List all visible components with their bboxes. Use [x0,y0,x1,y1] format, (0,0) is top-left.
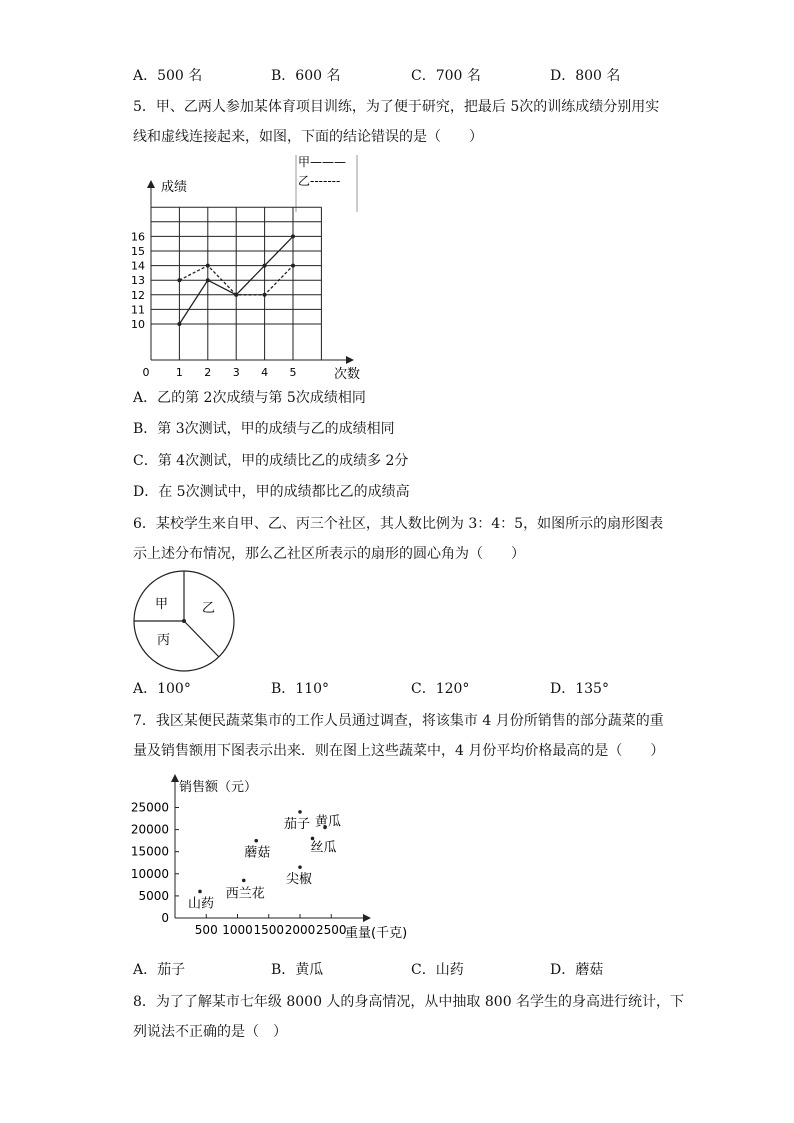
q6-option-b: B．110° [271,681,330,697]
q5-stem-line2: 线和虚线连接起来，如图，下面的结论错误的是（ ） [133,129,483,145]
chart2-point [242,879,246,883]
chart2-point-label: 黄瓜 [315,814,342,830]
chart1-x-tick: 5 [289,366,297,379]
q6-stem-line1: 6．某校学生来自甲、乙、丙三个社区，其人数比例为 3：4：5，如图所示的扇形图表 [133,516,664,532]
chart1-point [206,278,210,282]
pie-divider-lower-right [184,621,219,657]
chart1-grid [151,207,321,360]
q6-option-d: D．135° [550,681,609,697]
chart2-x-arrow [363,914,371,922]
chart2-x-tick: 1000 [222,923,253,937]
chart1-x-tick: 0 [142,366,150,379]
chart2-point [198,890,202,894]
chart2-y-tick: 10000 [130,866,169,881]
chart2-point [298,865,302,869]
q7-option-c: C．山药 [411,962,464,978]
pie-center [182,619,186,623]
q4-option-b: B．600 名 [271,68,341,84]
chart2-x-tick: 1500 [253,923,285,937]
q5-line-chart [130,150,380,385]
chart2-y-tick: 5000 [138,888,169,903]
q8-stem-line1: 8．为了了解某市七年级 8000 人的身高情况，从中抽取 800 名学生的身高进行统计，下 [133,994,685,1010]
chart1-y-tick: 11 [131,303,145,317]
chart1-y-arrow [147,180,155,188]
q7-stem-line1: 7．我区某便民蔬菜集市的工作人员通过调查，将该集市 4 月份所销售的部分蔬菜的重 [133,713,664,729]
chart1-y-tick: 12 [131,288,145,302]
q6-stem-line2: 示上述分布情况，那么乙社区所表示的扇形的圆心角为（ ） [133,546,525,562]
q4-option-c: C．700 名 [411,68,481,84]
chart2-point [298,810,302,814]
chart2-x-tick: 2500 [315,923,347,937]
chart2-y-tick: 15000 [130,844,169,859]
q5-option-a: A．乙的第 2次成绩与第 5次成绩相同 [133,390,366,406]
q5-option-c: C．第 4次测试，甲的成绩比乙的成绩多 2分 [133,453,409,469]
chart2-point-label: 蘑菇 [244,845,271,861]
q7-option-d: D．蘑菇 [550,962,604,978]
q5-option-d: D．在 5次测试中，甲的成绩都比乙的成绩高 [133,484,410,500]
chart1-y-label: 成绩 [161,180,188,195]
chart1-point [206,264,210,268]
chart2-point-label: 山药 [188,896,215,912]
chart1-point [234,293,238,297]
chart2-point-label: 尖椒 [286,872,313,888]
chart1-point [177,278,181,282]
chart2-y-tick: 0 [161,911,169,925]
q7-option-b: B．黄瓜 [271,962,324,978]
q6-pie-chart [128,568,240,676]
chart2-y-label: 销售额（元） [179,780,258,795]
chart2-x-tick: 2000 [284,923,316,937]
q5-option-b: B．第 3次测试，甲的成绩与乙的成绩相同 [133,421,395,437]
chart1-x-tick: 1 [175,366,183,379]
legend-yi: 乙------- [298,174,341,188]
chart1-point [291,234,295,238]
chart2-y-tick: 25000 [130,800,169,815]
chart2-x-label: 重量(千克) [345,926,408,941]
chart1-x-tick: 3 [232,366,240,379]
chart2-x-tick: 500 [194,923,218,937]
chart1-x-arrow [346,356,354,364]
chart1-y-tick: 14 [131,259,145,273]
chart1-y-tick: 10 [131,318,145,331]
chart1-y-tick: 15 [131,245,145,258]
chart2-point [254,839,258,843]
chart1-point [291,264,295,268]
chart1-point [177,322,181,326]
chart2-point-label: 茄子 [284,816,311,832]
chart2-y-tick: 20000 [130,822,169,837]
q6-option-c: C．120° [411,681,470,697]
chart1-x-tick: 4 [261,366,269,379]
q7-stem-line2: 量及销售额用下图表示出来．则在图上这些蔬菜中，4 月份平均价格最高的是（ ） [133,743,665,759]
pie-label-jia: 甲 [155,597,169,612]
chart1-y-tick: 16 [131,230,145,244]
q4-option-a: A．500 名 [133,68,203,84]
q6-option-a: A．100° [133,681,191,697]
q5-stem-line1: 5．甲、乙两人参加某体育项目训练，为了便于研究，把最后 5次的训练成绩分别用实 [133,99,660,115]
chart1-y-tick: 13 [131,274,145,288]
chart1-point [263,293,267,297]
pie-label-yi: 乙 [202,601,216,616]
q7-scatter-chart [125,772,425,947]
q4-option-d: D．800 名 [550,68,621,84]
chart1-point [263,264,267,268]
chart1-x-tick: 2 [204,366,212,379]
q7-option-a: A．茄子 [133,962,186,978]
chart2-y-arrow [171,774,179,782]
chart1-x-label: 次数 [334,367,361,382]
legend-jia: 甲——— [298,155,347,169]
chart2-point-label: 丝瓜 [310,840,337,856]
q8-stem-line2: 列说法不正确的是（ ） [133,1024,287,1040]
chart2-point-label: 西兰花 [225,886,265,902]
pie-label-bing: 丙 [157,633,171,648]
